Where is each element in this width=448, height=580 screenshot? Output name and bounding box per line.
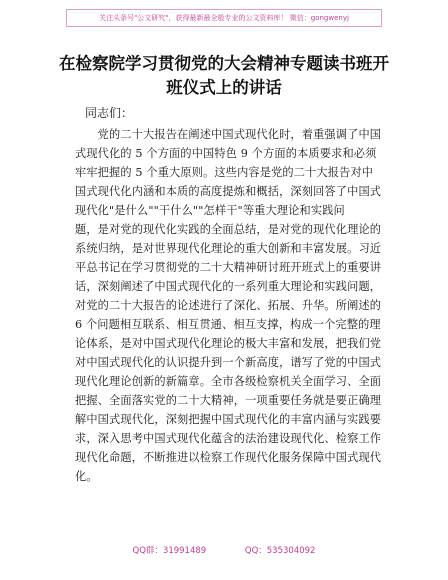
title-line-2: 班仪式上的讲话 [166,78,282,97]
body-line: 对党的二十大报告的论述进行了深化、拓展、升华。所阐述的 [75,299,382,312]
title-line-1: 在检察院学习贯彻党的大会精神专题读书班开 [59,54,389,73]
body-line: 现代化理论创新的新篇章。全市各级检察机关全面学习、全面 [75,375,382,388]
body-line: 6 个问题相互联系、相互贯通、相互支撑，构成一个完整的理 [75,318,381,331]
body-line: 解中国式现代化，深刻把握中国式现代化的丰富内涵与实践要 [75,413,382,426]
body-line: 式现代化的 5 个方面的中国特色 9 个方面的本质要求和必须 [75,147,377,160]
body-line: 党的二十大报告在阐述中国式现代化时，着重强调了中国 [75,128,382,141]
body-line: 现代化命题，不断推进以检察工作现代化服务保障中国式现代 [75,451,382,464]
body-line: 系统归纳，是对世界现代化理论的重大创新和丰富发展。习近 [75,242,382,255]
body-line: 求，深入思考中国式现代化蕴含的法治建设现代化、检察工作 [75,432,382,445]
document-body [75,125,382,486]
body-line: 国式现代化内涵和本质的高度提炼和概括，深刻回答了中国式 [75,185,382,198]
body-line: 牢牢把握的 5 个重大原则。这些内容是党的二十大报告对中 [75,166,374,179]
body-line: 把握、全面落实党的二十大精神，一项重要任务就是要正确理 [75,394,382,407]
footer-qq-group: QQ群：31991489 [132,546,207,556]
body-line: 现代化"是什么""干什么""怎样干"等重大理论和实践问 [75,204,345,217]
body-line: 对中国式现代化的认识提升到一个新高度，谱写了党的中国式 [75,356,382,369]
body-line: 化。 [75,470,98,483]
footer [0,544,448,556]
footer-qq: QQ：535304092 [244,546,316,556]
body-line: 题，是对党的现代化实践的全面总结，是对党的现代化理论的 [75,223,382,236]
body-line: 平总书记在学习贯彻党的二十大精神研讨班开班式上的重要讲 [75,261,382,274]
body-line: 话，深刻阐述了中国式现代化的一系列重大理论和实践问题， [75,280,382,293]
body-line: 论体系，是对中国式现代化理论的极大丰富和发展，把我们党 [75,337,382,350]
greeting: 同志们： [85,106,134,120]
document-title [40,52,408,100]
header-banner: 关注头条号"公文研究"，获得最新最全般专业的公文资料库！ 微信：gongwenyj [66,9,382,27]
